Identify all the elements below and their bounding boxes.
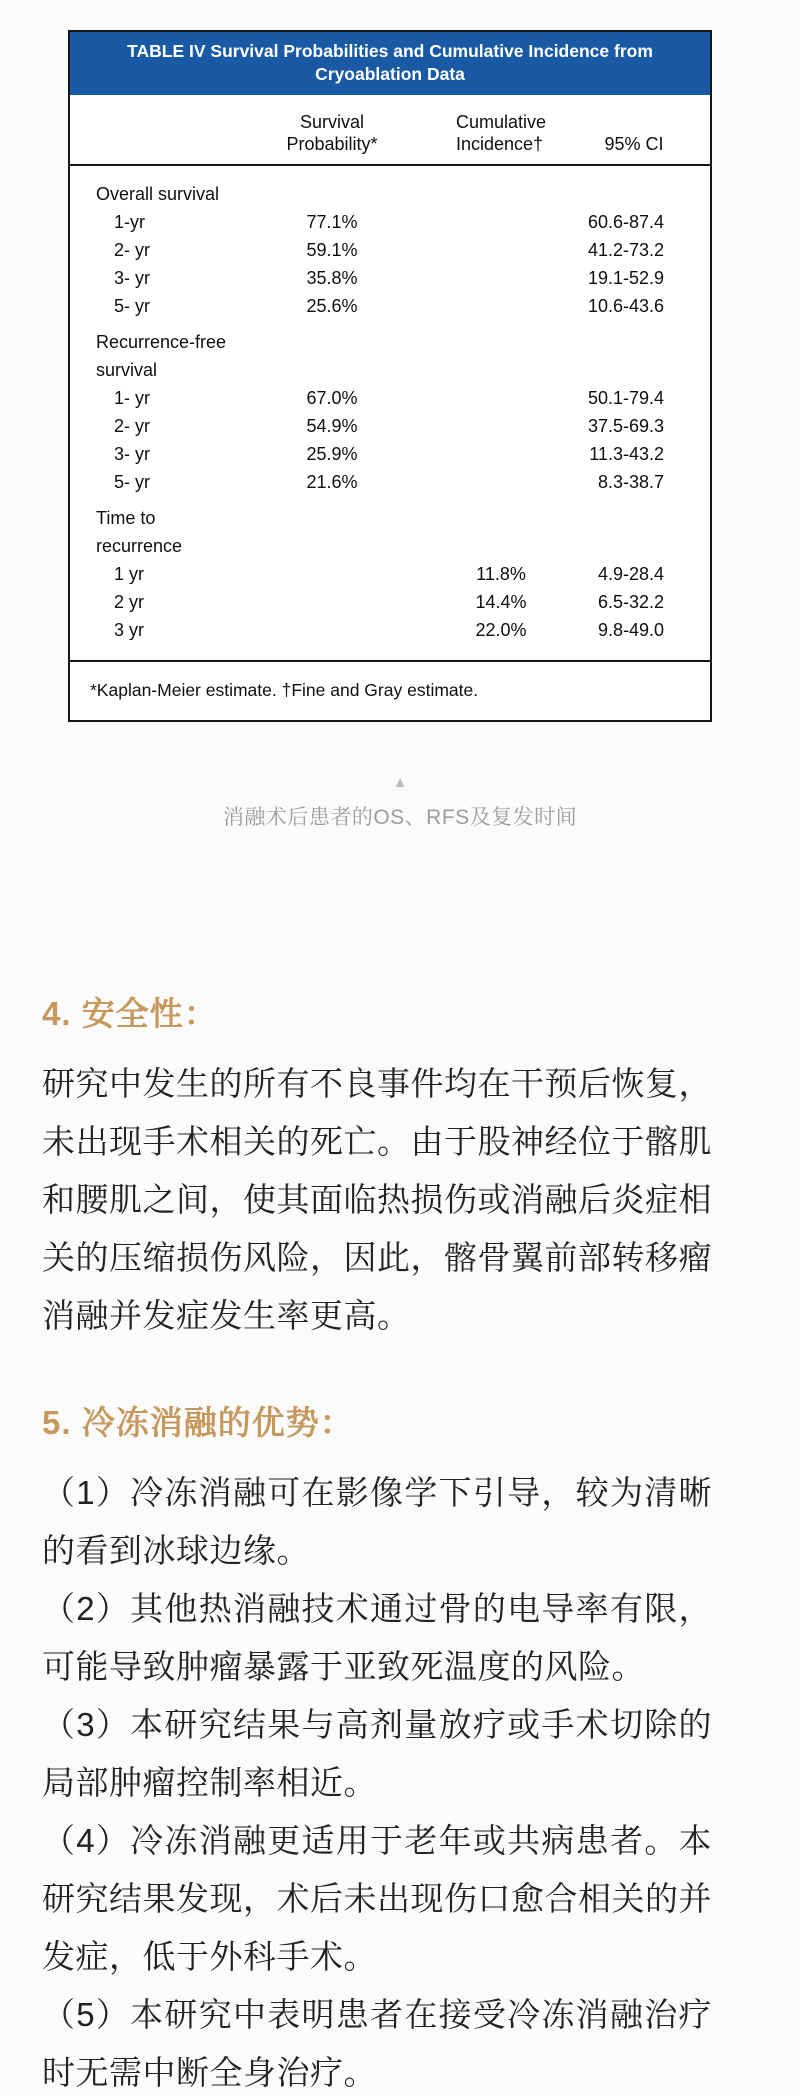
cell-cumulative bbox=[422, 236, 580, 264]
table-row bbox=[70, 264, 710, 292]
cell-ci: 19.1-52.9 bbox=[587, 268, 664, 288]
table-row bbox=[70, 560, 710, 588]
table-row bbox=[70, 292, 710, 320]
caption-text: 消融术后患者的OS、RFS及复发时间 bbox=[222, 806, 578, 829]
content-section bbox=[42, 991, 712, 1345]
table-section-label: Overall survival bbox=[96, 184, 220, 204]
cell-survival: 77.1% bbox=[306, 212, 358, 232]
column-header-survival-probability bbox=[242, 95, 422, 165]
cell-ci: 4.9-28.4 bbox=[597, 564, 664, 584]
section-heading: 4. 安全性： bbox=[42, 995, 218, 1032]
cell-period: 1- yr bbox=[114, 388, 150, 408]
cell-period: 3- yr bbox=[114, 268, 150, 288]
cell-ci bbox=[580, 320, 710, 384]
table-row bbox=[70, 588, 710, 616]
paragraph: （2）其他热消融技术通过骨的电导率有限，可能导致肿瘤暴露于亚致死温度的风险。 bbox=[42, 1590, 712, 1685]
cell-cumulative: 22.0% bbox=[475, 620, 527, 640]
cell-survival: 25.9% bbox=[306, 444, 358, 464]
table-section-label-row bbox=[70, 496, 710, 560]
table-row bbox=[70, 468, 710, 496]
content-sections bbox=[42, 991, 712, 2096]
paragraph: （4）冷冻消融更适用于老年或共病患者。本研究结果发现，术后未出现伤口愈合相关的并发症，低于外科手术。 bbox=[42, 1822, 712, 1975]
column-header-line: Probability* bbox=[286, 134, 378, 154]
cell-survival bbox=[242, 616, 422, 660]
cell-survival bbox=[242, 165, 422, 208]
cell-survival: 35.8% bbox=[306, 268, 358, 288]
cell-survival bbox=[242, 320, 422, 384]
cell-cumulative bbox=[422, 320, 580, 384]
cell-cumulative: 11.8% bbox=[476, 564, 526, 584]
column-header-line: Cumulative bbox=[455, 112, 547, 132]
figure-caption bbox=[0, 774, 800, 831]
cell-survival: 21.6% bbox=[306, 472, 358, 492]
table-row bbox=[70, 412, 710, 440]
cell-ci bbox=[580, 165, 710, 208]
cell-cumulative bbox=[422, 384, 580, 412]
table-row bbox=[70, 440, 710, 468]
paragraph: 研究中发生的所有不良事件均在干预后恢复，未出现手术相关的死亡。由于股神经位于髂肌和腰肌之间，使其面临热损伤或消融后炎症相关的压缩损伤风险，因此，髂骨翼前部转移瘤消融并发症发生率更高。 bbox=[42, 1065, 712, 1334]
table-section-label: Time to recurrence bbox=[96, 508, 183, 556]
column-header-line: Survival bbox=[299, 112, 365, 132]
cell-ci: 60.6-87.4 bbox=[587, 212, 664, 232]
table-row bbox=[70, 236, 710, 264]
table-row bbox=[70, 616, 710, 660]
cell-ci: 8.3-38.7 bbox=[597, 472, 664, 492]
cell-survival: 67.0% bbox=[306, 388, 358, 408]
cell-cumulative bbox=[422, 208, 580, 236]
cell-cumulative bbox=[422, 496, 580, 560]
cell-ci bbox=[580, 496, 710, 560]
cell-period: 2- yr bbox=[114, 240, 150, 260]
column-header-line: Incidence† bbox=[455, 134, 544, 154]
cell-period: 5- yr bbox=[114, 472, 150, 492]
cell-ci: 9.8-49.0 bbox=[597, 620, 664, 640]
cell-ci: 10.6-43.6 bbox=[587, 296, 664, 316]
table-section-label: Recurrence-free survival bbox=[96, 332, 227, 380]
cell-ci: 11.3-43.2 bbox=[589, 444, 664, 464]
cell-ci: 6.5-32.2 bbox=[597, 592, 664, 612]
cell-survival bbox=[242, 560, 422, 588]
collapse-triangle-icon: ▲ bbox=[392, 774, 408, 791]
cell-period: 2 yr bbox=[114, 592, 145, 612]
table-body bbox=[70, 165, 710, 660]
paragraph: （5）本研究中表明患者在接受冷冻消融治疗时无需中断全身治疗。 bbox=[42, 1996, 712, 2091]
table-title: TABLE IV Survival Probabilities and Cumulative Incidence from Cryoablation Data bbox=[70, 32, 710, 95]
cell-cumulative bbox=[422, 468, 580, 496]
paragraph: （1）冷冻消融可在影像学下引导，较为清晰的看到冰球边缘。 bbox=[42, 1474, 712, 1569]
cell-ci: 50.1-79.4 bbox=[587, 388, 664, 408]
table-section-label-row bbox=[70, 320, 710, 384]
cell-cumulative bbox=[422, 440, 580, 468]
cell-ci: 41.2-73.2 bbox=[587, 240, 664, 260]
cell-period: 1-yr bbox=[114, 212, 145, 232]
cell-period: 1 yr bbox=[114, 564, 145, 584]
cell-period: 5- yr bbox=[114, 296, 150, 316]
cell-survival bbox=[242, 496, 422, 560]
paragraph: （3）本研究结果与高剂量放疗或手术切除的局部肿瘤控制率相近。 bbox=[42, 1706, 712, 1801]
column-header-95ci: 95% CI bbox=[580, 95, 710, 165]
survival-table bbox=[70, 95, 710, 660]
cell-period: 3 yr bbox=[114, 620, 145, 640]
section-heading: 5. 冷冻消融的优势： bbox=[42, 1404, 354, 1441]
cell-survival: 54.9% bbox=[306, 416, 358, 436]
cell-survival bbox=[242, 588, 422, 616]
cell-ci: 37.5-69.3 bbox=[587, 416, 664, 436]
cell-cumulative bbox=[422, 165, 580, 208]
cell-cumulative bbox=[422, 264, 580, 292]
cell-cumulative bbox=[422, 292, 580, 320]
column-header-cumulative-incidence bbox=[422, 95, 580, 165]
cell-cumulative bbox=[422, 412, 580, 440]
table-section-label-row bbox=[70, 165, 710, 208]
column-header-lines bbox=[456, 111, 546, 155]
content-section bbox=[42, 1400, 712, 2096]
cell-period: 2- yr bbox=[114, 416, 150, 436]
table-row bbox=[70, 208, 710, 236]
column-header-empty bbox=[70, 95, 242, 165]
cell-survival: 59.1% bbox=[306, 240, 358, 260]
survival-table-card bbox=[68, 30, 712, 722]
cell-period: 3- yr bbox=[114, 444, 150, 464]
cell-survival: 25.6% bbox=[306, 296, 358, 316]
table-header-row bbox=[70, 95, 710, 165]
cell-cumulative: 14.4% bbox=[475, 592, 527, 612]
table-row bbox=[70, 384, 710, 412]
table-footnote: *Kaplan-Meier estimate. †Fine and Gray estimate. bbox=[70, 660, 710, 720]
